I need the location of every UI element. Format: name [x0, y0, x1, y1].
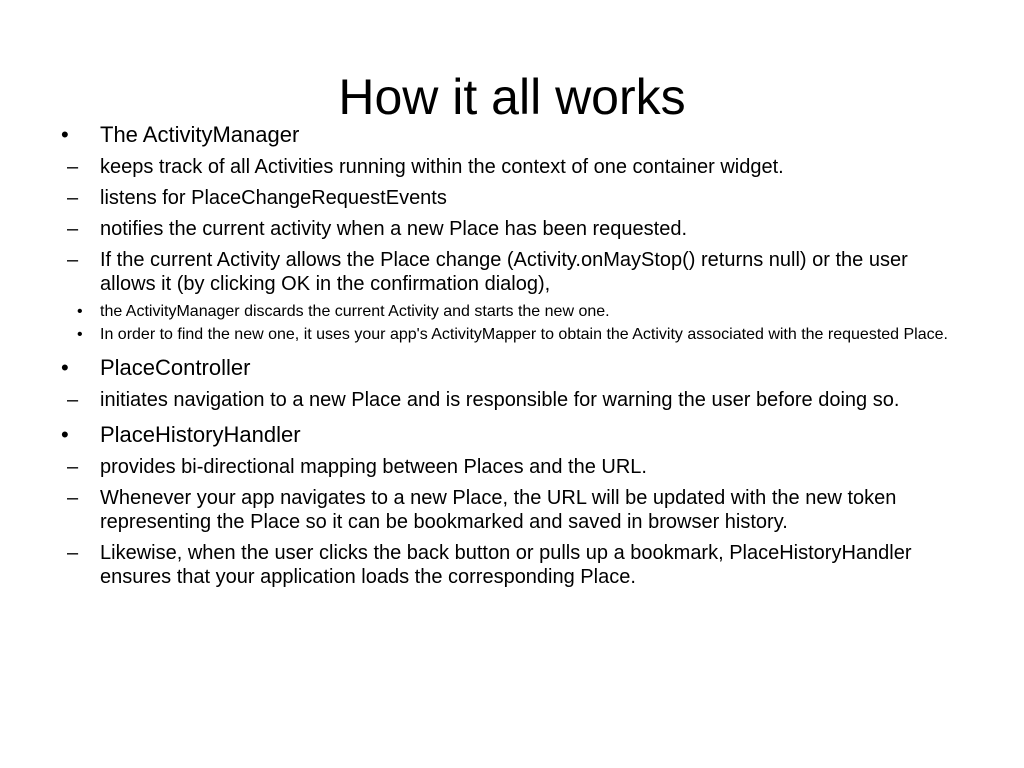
sub-bullet-list	[55, 455, 955, 589]
dash-icon: –	[67, 156, 79, 178]
sub-sub-bullet-text: the ActivityManager discards the current Activity and starts the new one.	[100, 303, 610, 320]
dash-icon: –	[67, 456, 79, 478]
small-bullet-dot-icon: •	[77, 303, 83, 320]
bullet-dot-icon: •	[61, 422, 69, 447]
bullet-activitymanager	[55, 122, 955, 345]
sub-bullet-text: keeps track of all Activities running within the context of one container widget.	[100, 156, 784, 178]
dash-icon: –	[67, 187, 79, 209]
bullet-text: PlaceHistoryHandler	[100, 422, 301, 447]
dash-icon: –	[67, 487, 79, 509]
bullet-text: The ActivityManager	[100, 122, 300, 147]
small-bullet-dot-icon: •	[77, 326, 83, 343]
sub-bullet-item	[55, 541, 955, 589]
sub-bullet-text: listens for PlaceChangeRequestEvents	[100, 187, 447, 209]
bullet-list	[55, 122, 955, 589]
bullet-placecontroller	[55, 355, 955, 412]
sub-bullet-list	[55, 388, 955, 412]
sub-bullet-item	[55, 248, 955, 345]
sub-bullet-text: Likewise, when the user clicks the back button or pulls up a bookmark, PlaceHistoryHandler ensures that your application loads the corresponding Place.	[100, 542, 912, 588]
sub-bullet-item	[55, 186, 955, 210]
sub-bullet-text: Whenever your app navigates to a new Place, the URL will be updated with the new token representing the Place so it can be bookmarked and saved in browser history.	[100, 487, 897, 533]
sub-bullet-item	[55, 388, 955, 412]
bullet-dot-icon: •	[61, 355, 69, 380]
sub-bullet-item	[55, 455, 955, 479]
sub-bullet-text: provides bi-directional mapping between Places and the URL.	[100, 456, 647, 478]
bullet-dot-icon: •	[61, 122, 69, 147]
sub-sub-bullet-item	[55, 302, 955, 322]
sub-bullet-text: notifies the current activity when a new Place has been requested.	[100, 218, 688, 240]
sub-sub-bullet-item	[55, 325, 955, 345]
dash-icon: –	[67, 249, 79, 271]
slide-body	[55, 122, 955, 589]
sub-bullet-list	[55, 155, 955, 345]
sub-sub-bullet-text: In order to find the new one, it uses your app's ActivityMapper to obtain the Activity associated with the requested Place.	[100, 326, 948, 343]
sub-bullet-item	[55, 486, 955, 534]
dash-icon: –	[67, 542, 79, 564]
dash-icon: –	[67, 218, 79, 240]
sub-bullet-text: If the current Activity allows the Place change (Activity.onMayStop() returns null) or the user allows it (by clicking OK in the confirmation dialog),	[100, 249, 908, 295]
bullet-text: PlaceController	[100, 355, 251, 380]
sub-bullet-text: initiates navigation to a new Place and is responsible for warning the user before doing so.	[100, 389, 900, 411]
sub-sub-bullet-list	[55, 302, 955, 345]
slide-title: How it all works	[338, 69, 686, 125]
sub-bullet-item	[55, 155, 955, 179]
dash-icon: –	[67, 389, 79, 411]
bullet-placehistoryhandler	[55, 422, 955, 589]
sub-bullet-item	[55, 217, 955, 241]
